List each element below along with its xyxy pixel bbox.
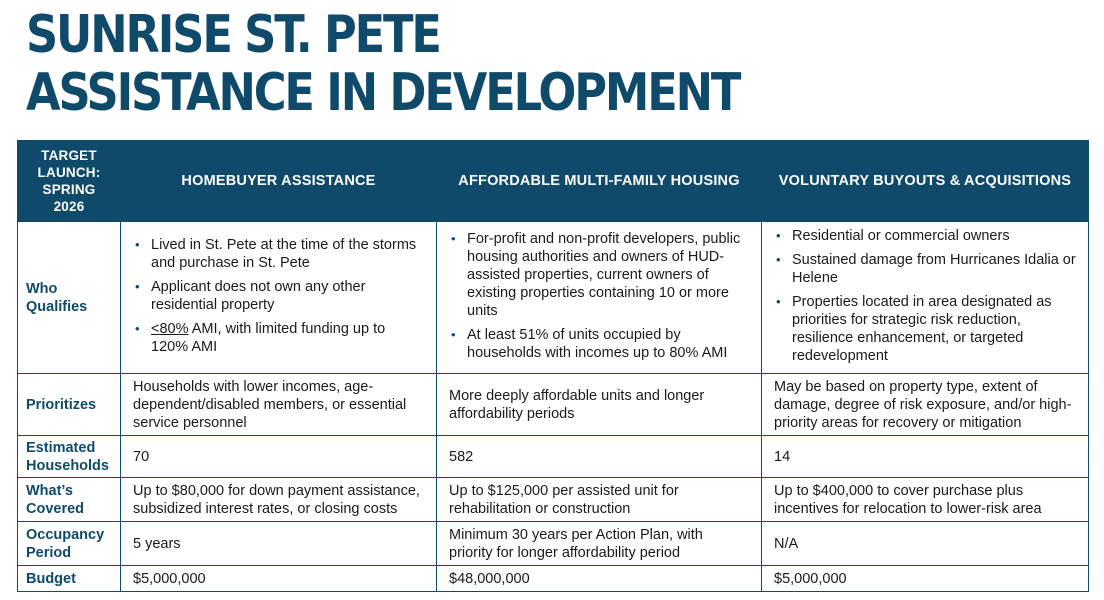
list-item: • Properties located in area designated as priorities for strategic risk reduction, resilience enhancement, or targeted redevelopment — [792, 293, 1076, 365]
row-prioritizes — [18, 374, 1089, 436]
header-row — [18, 141, 1089, 222]
target-launch-header: TARGET LAUNCH: SPRING 2026 — [18, 141, 121, 222]
row-budget — [18, 566, 1089, 592]
row-label-who-qualifies: Who Qualifies — [18, 222, 121, 374]
list-item: • For-profit and non-profit developers, public housing authorities and owners of HUD-assisted properties, current owners of existing properties containing 10 or more units — [467, 230, 749, 320]
list-item: • Lived in St. Pete at the time of the storms and purchase in St. Pete — [151, 236, 424, 272]
column-header-multifamily: AFFORDABLE MULTI-FAMILY HOUSING — [437, 141, 762, 222]
column-header-homebuyer: HOMEBUYER ASSISTANCE — [121, 141, 437, 222]
cell-budget-buyouts: $5,000,000 — [762, 566, 1089, 592]
row-label-budget: Budget — [18, 566, 121, 592]
qualifies-multifamily-list — [449, 230, 749, 362]
cell-households-multifamily: 582 — [437, 436, 762, 478]
cell-covered-multifamily: Up to $125,000 per assisted unit for rehabilitation or construction — [437, 478, 762, 522]
page-title — [26, 6, 739, 122]
cell-budget-homebuyer: $5,000,000 — [121, 566, 437, 592]
title-line-1: SUNRISE ST. PETE — [26, 5, 440, 65]
assistance-table — [17, 140, 1089, 592]
cell-occupancy-multifamily: Minimum 30 years per Action Plan, with priority for longer affordability period — [437, 522, 762, 566]
list-item: • Applicant does not own any other residential property — [151, 278, 424, 314]
cell-prioritizes-multifamily: More deeply affordable units and longer affordability periods — [437, 374, 762, 436]
row-label-prioritizes: Prioritizes — [18, 374, 121, 436]
cell-qualifies-homebuyer — [121, 222, 437, 374]
row-label-whats-covered: What’s Covered — [18, 478, 121, 522]
list-item: • At least 51% of units occupied by households with incomes up to 80% AMI — [467, 326, 749, 362]
list-item: • Residential or commercial owners — [792, 227, 1076, 245]
list-item: • Sustained damage from Hurricanes Idalia or Helene — [792, 251, 1076, 287]
cell-budget-multifamily: $48,000,000 — [437, 566, 762, 592]
list-item: • <80% AMI, with limited funding up to 120% AMI — [151, 320, 424, 356]
cell-prioritizes-buyouts: May be based on property type, extent of damage, degree of risk exposure, and/or high-priority areas for recovery or mitigation — [762, 374, 1089, 436]
row-label-estimated-households: Estimated Households — [18, 436, 121, 478]
row-estimated-households — [18, 436, 1089, 478]
cell-occupancy-buyouts: N/A — [762, 522, 1089, 566]
cell-occupancy-homebuyer: 5 years — [121, 522, 437, 566]
ami-threshold: <80% — [151, 321, 189, 337]
cell-covered-buyouts: Up to $400,000 to cover purchase plus incentives for relocation to lower-risk area — [762, 478, 1089, 522]
cell-qualifies-buyouts — [762, 222, 1089, 374]
cell-households-homebuyer: 70 — [121, 436, 437, 478]
row-label-occupancy-period: Occupancy Period — [18, 522, 121, 566]
row-occupancy-period — [18, 522, 1089, 566]
row-whats-covered — [18, 478, 1089, 522]
cell-covered-homebuyer: Up to $80,000 for down payment assistance, subsidized interest rates, or closing costs — [121, 478, 437, 522]
cell-prioritizes-homebuyer: Households with lower incomes, age-dependent/disabled members, or essential service personnel — [121, 374, 437, 436]
column-header-buyouts: VOLUNTARY BUYOUTS & ACQUISITIONS — [762, 141, 1089, 222]
cell-qualifies-multifamily — [437, 222, 762, 374]
row-who-qualifies — [18, 222, 1089, 374]
qualifies-buyouts-list — [774, 227, 1076, 365]
qualifies-homebuyer-list — [133, 236, 424, 356]
cell-households-buyouts: 14 — [762, 436, 1089, 478]
title-line-2: ASSISTANCE IN DEVELOPMENT — [26, 63, 740, 123]
